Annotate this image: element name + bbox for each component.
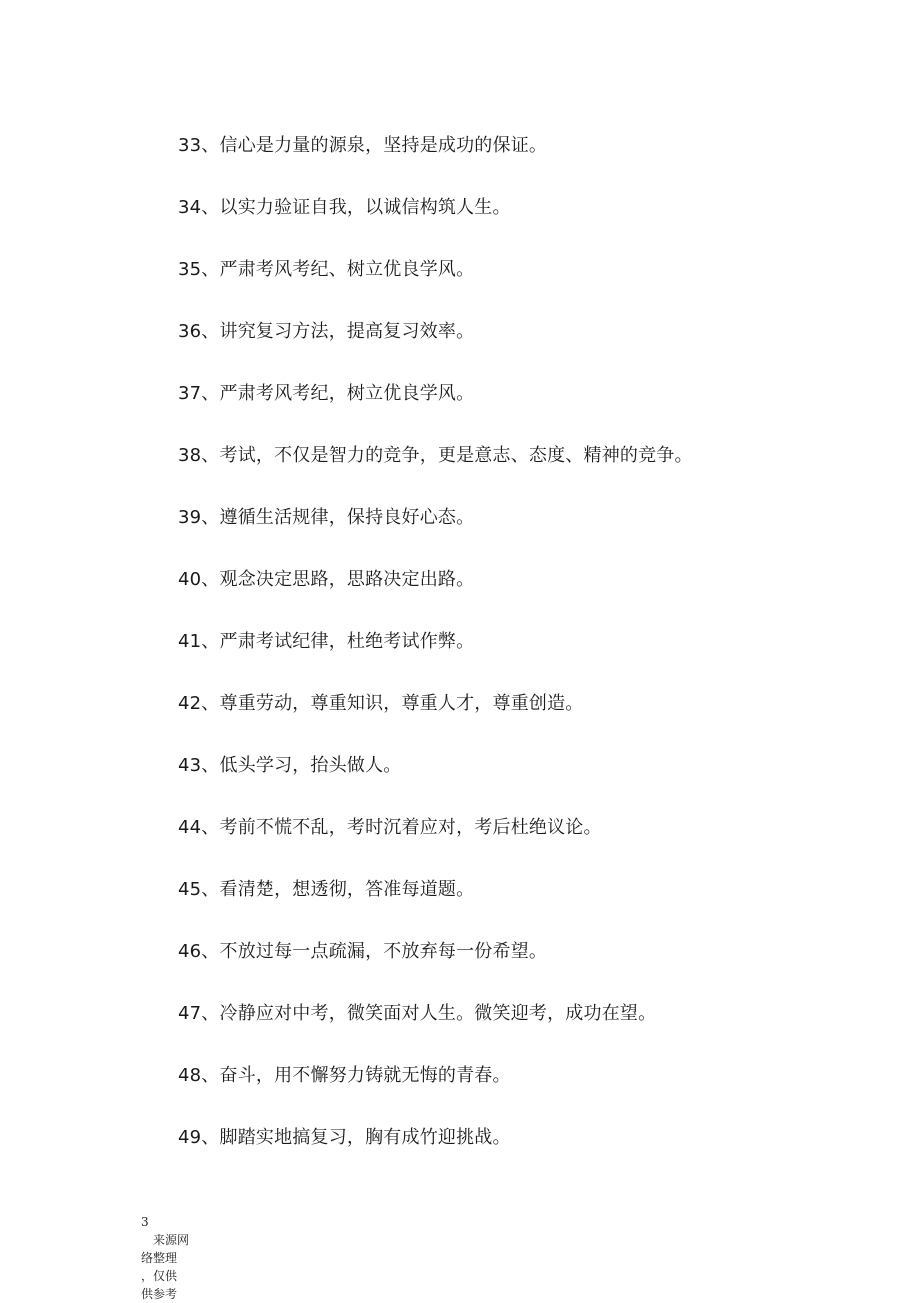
list-item: 36、讲究复习方法，提高复习效率。	[178, 321, 475, 342]
list-item: 39、遵循生活规律，保持良好心态。	[178, 507, 475, 528]
slogan-list	[178, 128, 878, 1182]
list-item: 34、以实力验证自我，以诚信构筑人生。	[178, 197, 511, 218]
list-item: 46、不放过每一点疏漏，不放弃每一份希望。	[178, 941, 548, 962]
list-item: 42、尊重劳动，尊重知识，尊重人才，尊重创造。	[178, 693, 584, 714]
list-item: 33、信心是力量的源泉，坚持是成功的保证。	[178, 135, 548, 156]
source-note-line: 络整理	[141, 1251, 178, 1265]
list-item: 48、奋斗，用不懈努力铸就无悔的青春。	[178, 1065, 511, 1086]
page-footer	[141, 1213, 201, 1303]
list-item: 40、观念决定思路，思路决定出路。	[178, 569, 475, 590]
list-item: 44、考前不慌不乱，考时沉着应对，考后杜绝议论。	[178, 817, 602, 838]
list-item: 35、严肃考风考纪、树立优良学风。	[178, 259, 475, 280]
list-item: 47、冷静应对中考，微笑面对人生。微笑迎考，成功在望。	[178, 1003, 657, 1024]
list-item: 38、考试，不仅是智力的竞争，更是意志、态度、精神的竞争。	[178, 445, 693, 466]
list-item: 43、低头学习，抬头做人。	[178, 755, 402, 776]
page-number: 3	[141, 1215, 149, 1229]
source-note-line: ，仅供	[141, 1269, 178, 1283]
list-item: 37、严肃考风考纪，树立优良学风。	[178, 383, 475, 404]
list-item: 49、脚踏实地搞复习，胸有成竹迎挑战。	[178, 1127, 511, 1148]
list-item: 41、严肃考试纪律，杜绝考试作弊。	[178, 631, 475, 652]
source-note-line: 来源网	[141, 1233, 190, 1247]
list-item: 45、看清楚，想透彻，答准每道题。	[178, 879, 475, 900]
source-note-line: 供参考	[141, 1287, 178, 1301]
